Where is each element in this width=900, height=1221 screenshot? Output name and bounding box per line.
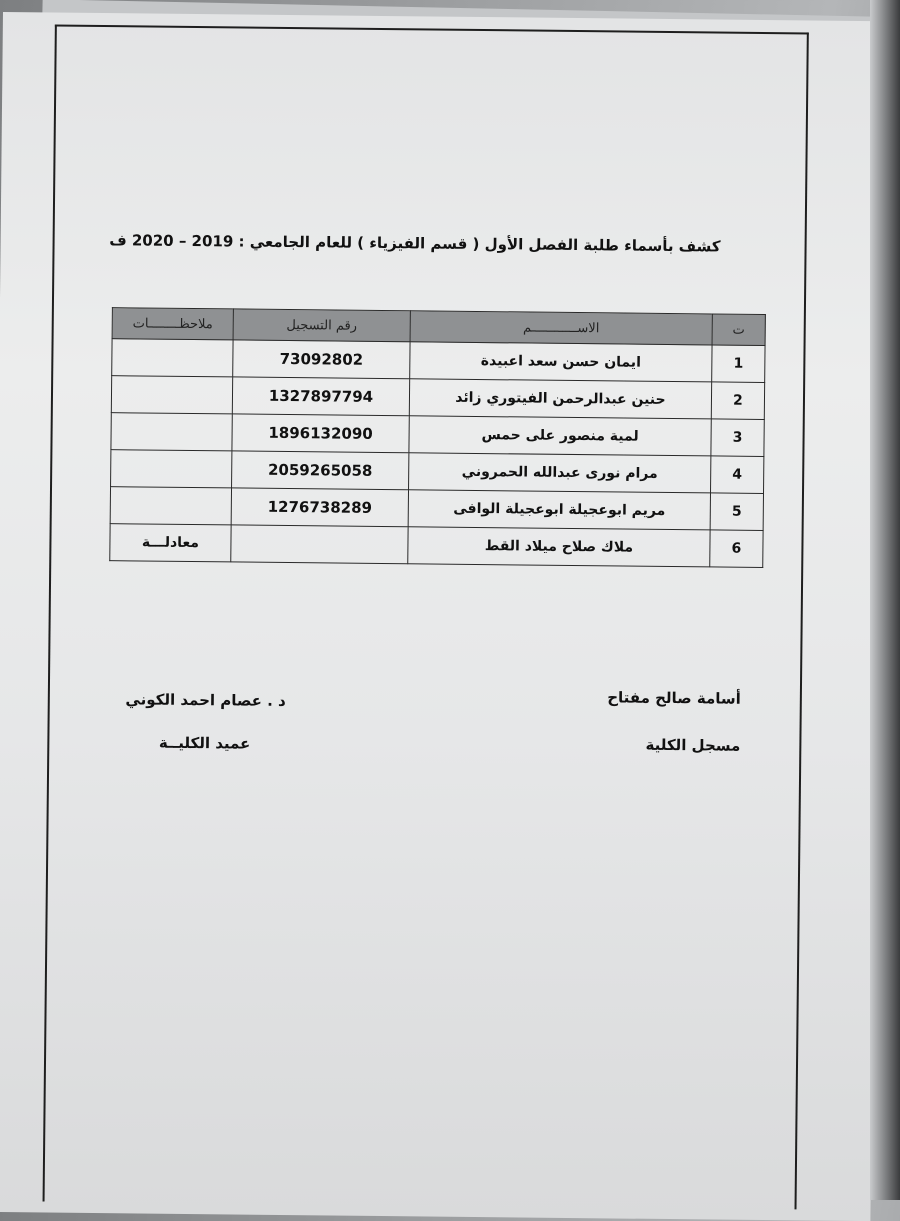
- document-page: [0, 12, 883, 1221]
- row-note: [111, 450, 232, 488]
- registration-number: 73092802: [233, 340, 410, 379]
- row-index: 5: [710, 493, 763, 531]
- row-index: 2: [711, 382, 764, 420]
- row-note: [111, 376, 232, 414]
- registration-number: 1327897794: [232, 377, 409, 416]
- table-row: [110, 524, 763, 568]
- row-note: معادلـــة: [110, 524, 231, 562]
- registrar-title: مسجل الكلية: [645, 735, 741, 755]
- row-index: 6: [710, 530, 763, 568]
- student-name: مريم ابوعجيلة ابوعجيلة الوافى: [408, 490, 710, 530]
- row-index: 4: [711, 456, 764, 494]
- header-name: الاســــــــــــم: [410, 311, 712, 345]
- row-index: 3: [711, 419, 764, 457]
- registration-number: 2059265058: [232, 451, 409, 490]
- page-border: [43, 25, 809, 1210]
- header-index: ت: [712, 314, 765, 346]
- registration-number: 1276738289: [231, 488, 408, 527]
- page-edge-shadow: [870, 0, 900, 1200]
- header-notes: ملاحظــــــــات: [112, 308, 233, 340]
- registration-number: 1896132090: [232, 414, 409, 453]
- registrar-name: أسامة صالح مفتاح: [607, 688, 741, 708]
- student-name: ملاك صلاح ميلاد القط: [408, 527, 710, 567]
- row-note: [112, 339, 233, 377]
- student-name: حنين عبدالرحمن الفيتوري زائد: [409, 379, 711, 419]
- student-name: مرام نورى عبدالله الحمروني: [409, 453, 711, 493]
- row-note: [110, 487, 231, 525]
- header-registration: رقم التسجيل: [233, 309, 410, 342]
- row-index: 1: [712, 345, 765, 383]
- dean-name: د . عصام احمد الكوني: [125, 690, 286, 710]
- student-roster-table: [109, 307, 766, 568]
- dean-title: عميد الكليــة: [158, 733, 251, 753]
- registration-number: [231, 525, 408, 564]
- document-title: كشف بأسماء طلبة الفصل الأول ( قسم الفيزياء ) للعام الجامعي : 2019 – 2020 ف: [109, 231, 721, 256]
- row-note: [111, 413, 232, 451]
- student-name: لمية منصور على حمس: [409, 416, 711, 456]
- student-name: ايمان حسن سعد اعبيدة: [410, 342, 712, 382]
